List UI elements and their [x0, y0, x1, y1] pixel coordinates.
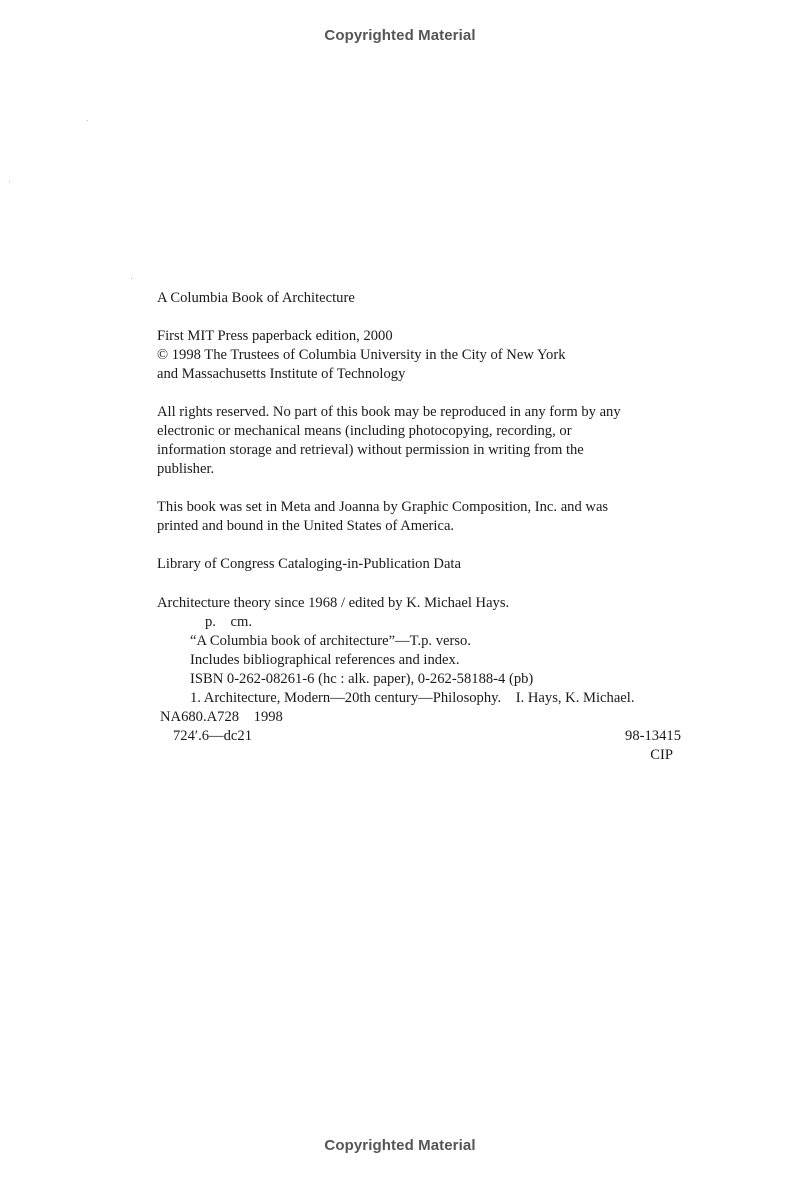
copyright-page-body [157, 289, 717, 593]
series-line: A Columbia Book of Architecture [157, 290, 355, 306]
rights-line-2: electronic or mechanical means (including photocopying, recording, or [157, 423, 572, 439]
cip-label: CIP [650, 747, 673, 763]
rights-line-1: All rights reserved. No part of this book may be reproduced in any form by any [157, 404, 621, 420]
rights-notice [157, 403, 717, 479]
rights-line-3: information storage and retrieval) without permission in writing from the [157, 442, 584, 458]
cip-header-block [157, 555, 717, 574]
cip-subjects: 1. Architecture, Modern—20th century—Philosophy. I. Hays, K. Michael. [190, 690, 635, 706]
cip-lccn: 98-13415 [625, 728, 681, 744]
series-statement [157, 289, 717, 308]
cip-label-row [157, 746, 687, 765]
typesetting-notice [157, 498, 717, 536]
typesetting-line-1: This book was set in Meta and Joanna by Graphic Composition, Inc. and was [157, 499, 609, 515]
cip-note: “A Columbia book of architecture”—T.p. verso. [190, 633, 471, 649]
cip-title: Architecture theory since 1968 / edited by K. Michael Hays. [157, 595, 510, 611]
cip-classification-row [157, 727, 687, 746]
cip-isbn: ISBN 0-262-08261-6 (hc : alk. paper), 0-262-58188-4 (pb) [190, 671, 534, 687]
edition-notice [157, 327, 717, 384]
scan-speck [9, 181, 10, 182]
edition-line-1: First MIT Press paperback edition, 2000 [157, 328, 393, 344]
cip-bibliography: Includes bibliographical references and index. [190, 652, 460, 668]
edition-line-3: and Massachusetts Institute of Technology [157, 366, 406, 382]
edition-line-2: © 1998 The Trustees of Columbia University in the City of New York [157, 347, 566, 363]
typesetting-line-2: printed and bound in the United States of America. [157, 518, 455, 534]
scan-speck [87, 120, 88, 121]
cip-record [157, 594, 687, 765]
scan-speck [131, 278, 132, 279]
copyright-watermark-bottom: Copyrighted Material [324, 1137, 476, 1154]
rights-line-4: publisher. [157, 461, 215, 477]
cip-pages: p. cm. [205, 614, 253, 630]
copyright-watermark-top: Copyrighted Material [324, 27, 476, 44]
cip-header: Library of Congress Cataloging-in-Publication Data [157, 556, 461, 572]
cip-dewey: 724′.6—dc21 [173, 728, 252, 744]
cip-lc-call-number: NA680.A728 1998 [160, 709, 283, 725]
